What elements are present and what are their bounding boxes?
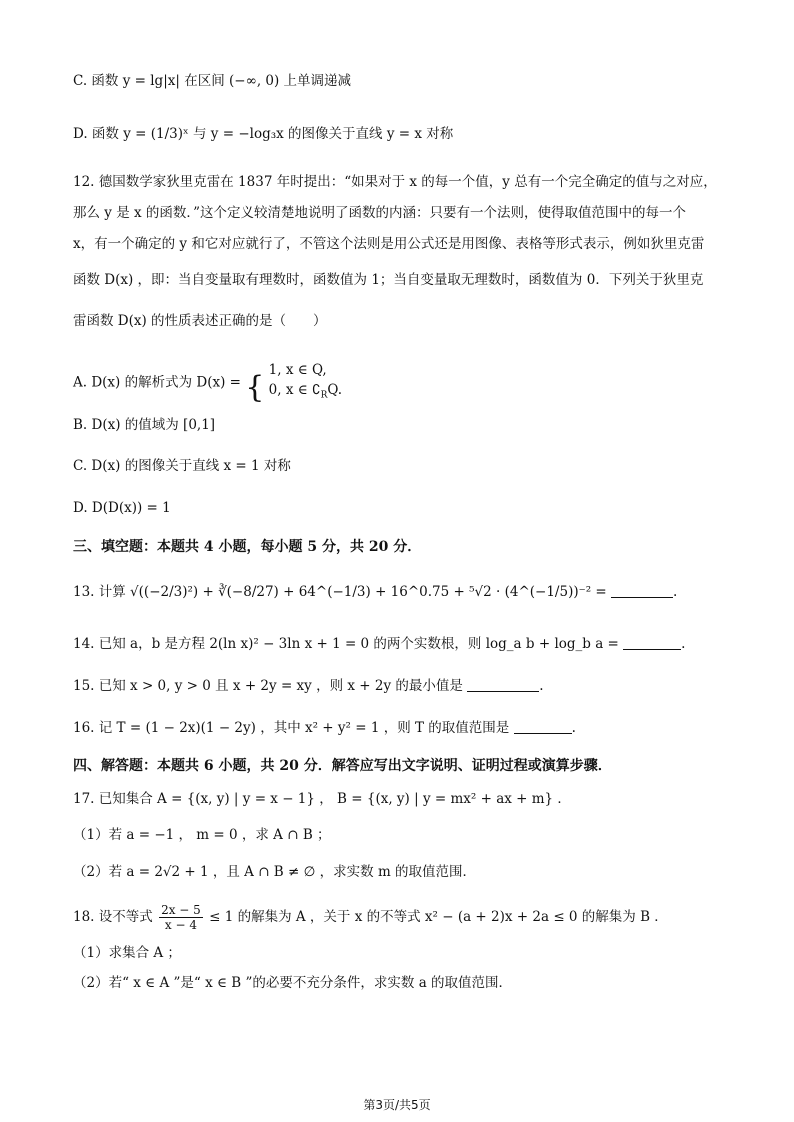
option-a-12-prefix: A. D(x) 的解析式为 D(x) = [73, 374, 241, 391]
question-13-text: 13. 计算 √((−2/3)²) + ∛(−8/27) + 64^(−1/3) + 16^0.75 + ⁵√2 · (4^(−1/5))⁻² = [73, 584, 607, 600]
piecewise-case-2 [269, 380, 342, 406]
question-18 [73, 903, 668, 932]
answer-blank-15[interactable] [467, 677, 539, 692]
option-d-12: D. D(D(x)) = 1 [73, 500, 171, 516]
option-c-11: C. 函数 y = lg|x| 在区间 (−∞, 0) 上单调递减 [73, 73, 352, 89]
fraction-denominator: x − 4 [164, 918, 197, 932]
question-15: 15. 已知 x > 0, y > 0 且 x + 2y = xy ，则 x + 2y 的最小值是 . [73, 678, 544, 694]
question-17: 17. 已知集合 A = {(x, y) | y = x − 1} ， B = {(x, y) | y = mx² + ax + m} ． [73, 791, 571, 807]
fraction-numerator: 2x − 5 [161, 903, 201, 917]
question-12-line-1: 12. 德国数学家狄里克雷在 1837 年时提出：“如果对于 x 的每一个值，y 总有一个完全确定的值与之对应， [73, 174, 717, 190]
page-footer: 第3页/共5页 [363, 1098, 431, 1112]
piecewise-case-2-end: Q. [327, 382, 343, 398]
section-3-heading: 三、填空题：本题共 4 小题，每小题 5 分，共 20 分． [73, 539, 422, 555]
answer-blank-13[interactable] [611, 583, 673, 598]
question-18-part-1: （1）求集合 A ； [73, 945, 181, 961]
question-18-prefix: 18. 设不等式 [73, 909, 153, 925]
question-16-text: 16. 记 T = (1 − 2x)(1 − 2y) ，其中 x² + y² = 1 ，则 T 的取值范围是 [73, 720, 510, 736]
question-18-suffix: ≤ 1 的解集为 A ，关于 x 的不等式 x² − (a + 2)x + 2a ≤ 0 的解集为 B ． [209, 909, 668, 925]
piecewise-case-2-main: 0, x ∈ ∁ [268, 382, 321, 398]
piecewise-case-1: 1, x ∈ Q, [268, 362, 327, 378]
piecewise-cases [269, 360, 342, 406]
answer-blank-14[interactable] [623, 635, 681, 650]
question-17-part-2: （2）若 a = 2√2 + 1 ，且 A ∩ B ≠ ∅ ，求实数 m 的取值范围． [73, 864, 477, 880]
option-c-12: C. D(x) 的图像关于直线 x = 1 对称 [73, 458, 291, 474]
piecewise-brace: { [245, 370, 265, 406]
question-14-text: 14. 已知 a，b 是方程 2(ln x)² − 3ln x + 1 = 0 的两个实数根，则 log_a b + log_b a = [73, 636, 619, 652]
question-17-part-1: （1）若 a = −1 ， m = 0 ，求 A ∩ B ； [73, 827, 331, 843]
question-16: 16. 记 T = (1 − 2x)(1 − 2y) ，其中 x² + y² = 1 ，则 T 的取值范围是 . [73, 720, 576, 736]
question-18-part-2: （2）若“ x ∈ A ”是“ x ∈ B ”的必要不充分条件，求实数 a 的取值范围． [73, 975, 513, 991]
question-13: 13. 计算 √((−2/3)²) + ∛(−8/27) + 64^(−1/3) + 16^0.75 + ⁵√2 · (4^(−1/5))⁻² = . [73, 584, 678, 600]
question-12-line-3: x，有一个确定的 y 和它对应就行了，不管这个法则是用公式还是用图像、表格等形式表示，例如狄里克雷 [73, 236, 705, 252]
question-18-fraction [159, 903, 203, 932]
question-12-line-2: 那么 y 是 x 的函数．”这个定义较清楚地说明了函数的内涵：只要有一个法则，使得取值范围中的每一个 [73, 205, 687, 221]
answer-blank-16[interactable] [514, 719, 572, 734]
question-15-text: 15. 已知 x > 0, y > 0 且 x + 2y = xy ，则 x + 2y 的最小值是 [73, 678, 463, 694]
question-14: 14. 已知 a，b 是方程 2(ln x)² − 3ln x + 1 = 0 的两个实数根，则 log_a b + log_b a = . [73, 636, 686, 652]
option-d-11: D. 函数 y = (1/3)ˣ 与 y = −log₃x 的图像关于直线 y = x 对称 [73, 126, 454, 142]
question-12-line-5: 雷函数 D(x) 的性质表述正确的是（ ） [73, 313, 327, 329]
question-12-line-4: 函数 D(x) ，即：当自变量取有理数时，函数值为 1；当自变量取无理数时，函数值为 0．下列关于狄里克 [73, 272, 704, 288]
option-b-12: B. D(x) 的值域为 [0,1] [73, 417, 216, 433]
option-a-12 [73, 360, 342, 407]
section-4-heading: 四、解答题：本题共 6 小题，共 20 分．解答应写出文字说明、证明过程或演算步骤． [73, 758, 612, 774]
complement-subscript: R [320, 390, 328, 401]
